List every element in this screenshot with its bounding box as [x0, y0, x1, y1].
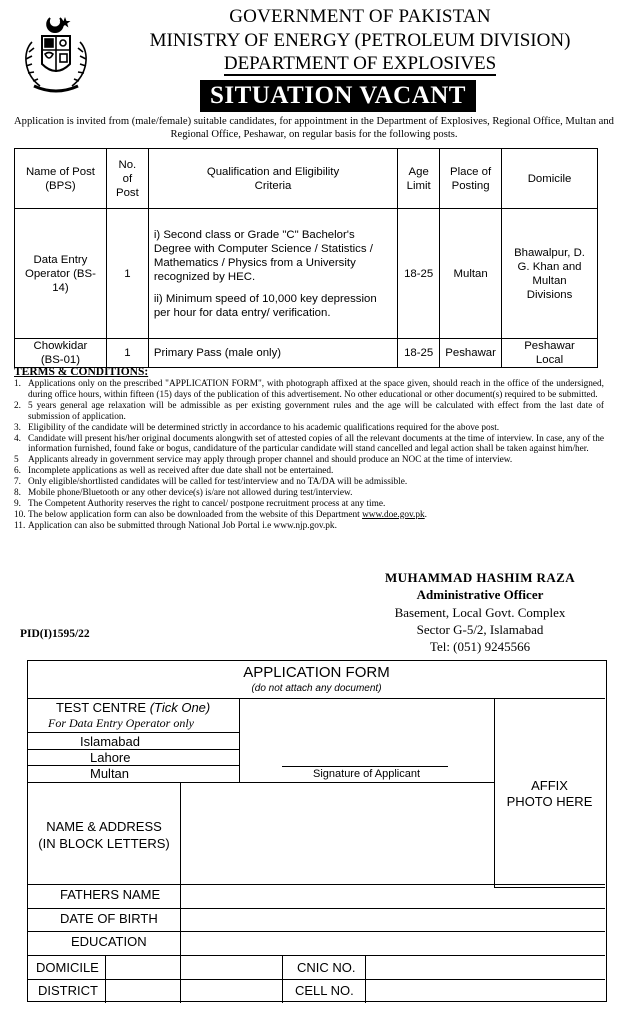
officer-designation: Administrative Officer	[416, 587, 544, 602]
list-item: 3. Eligibility of the candidate will be determined strictly in accordance to his academic qualifications required for the above post.	[14, 422, 500, 433]
list-item: 5 Applicants already in government service may apply through proper channel and should produce an NOC at the time of interview.	[14, 455, 513, 466]
divider	[28, 931, 605, 932]
list-item: 10. The below application form can also be downloaded from the website of this Department www.doe.gov.pk.	[14, 509, 427, 520]
divider	[28, 732, 240, 733]
post-place: Peshawar	[440, 339, 502, 368]
name-address-label: (IN BLOCK LETTERS)	[38, 836, 170, 851]
divider	[28, 698, 605, 699]
date-of-birth-label: DATE OF BIRTH	[60, 911, 158, 926]
post-name: Data Entry Operator (BS-14)	[15, 209, 107, 339]
application-form	[27, 660, 607, 1002]
divider	[28, 908, 605, 909]
signature-line	[282, 766, 448, 767]
list-item: 9. The Competent Authority reserves the right to cancel/ postpone recruitment process at any time.	[14, 498, 386, 509]
centre-option-islamabad[interactable]: Islamabad	[80, 734, 140, 749]
post-name: Chowkidar (BS-01)	[15, 339, 107, 368]
divider	[239, 698, 240, 782]
divider	[28, 782, 494, 783]
fathers-name-label: FATHERS NAME	[60, 887, 161, 902]
header-no-of-post: No. of Post	[106, 149, 148, 209]
list-item: 2. 5 years general age relaxation will be admissible as per existing government rules and the age will be calculated with effect from the last date of submission of application.	[14, 400, 604, 422]
domicile-label: DOMICILE	[36, 960, 99, 975]
list-item: 8. Mobile phone/Bluetooth or any other device(s) is/are not allowed during test/interview.	[14, 488, 353, 499]
officer-address-line1: Basement, Local Govt. Complex	[394, 605, 566, 620]
officer-name: MUHAMMAD HASHIM RAZA	[385, 570, 575, 585]
list-item: 7. Only eligible/shortlisted candidates will be called for test/interview and no TA/DA will be admissible.	[14, 477, 408, 488]
intro-paragraph: Application is invited from (male/female) suitable candidates, for appointment in the Department of Explosives, Regional Office, Multan and Regional Office, Peshawar, on regular basis for the following posts.	[14, 116, 614, 140]
post-place: Multan	[440, 209, 502, 339]
divider	[28, 955, 605, 956]
list-item: 11. Application can also be submitted through National Job Portal i.e www.njp.gov.pk.	[14, 520, 337, 531]
terms-list	[14, 379, 604, 532]
situation-vacant-banner: SITUATION VACANT	[200, 80, 476, 112]
header-name-of-post: Name of Post (BPS)	[15, 149, 107, 209]
list-item: 4. Candidate will present his/her original documents alongwith set of attested copies of all the relevant documents at the time of interview. In case, any of the information furnished, found fake or bogus, candidature of the particular candidate will stand cancelled and legal action shall be taken against him/her.	[14, 433, 604, 455]
cell-label: CELL NO.	[295, 983, 354, 998]
name-address-label: NAME & ADDRESS	[46, 819, 162, 834]
post-qualification: i) Second class or Grade "C" Bachelor's Degree with Computer Science / Statistics / Mathematics / Physics from a University recognized by HEC. ii) Minimum speed of 10,000 key depression per hour for data entry/ verification.	[148, 209, 397, 339]
officer-address-line2: Sector G-5/2, Islamabad	[416, 622, 544, 637]
centre-option-lahore[interactable]: Lahore	[90, 750, 131, 765]
department-website-link[interactable]: www.doe.gov.pk	[362, 509, 425, 520]
pid-number: PID(I)1595/22	[20, 628, 90, 640]
header-place-of-posting: Place of Posting	[440, 149, 502, 209]
government-heading: GOVERNMENT OF PAKISTAN	[229, 6, 491, 27]
divider	[180, 782, 181, 1003]
header-qualification: Qualification and Eligibility Criteria	[148, 149, 397, 209]
form-subtitle: (do not attach any document)	[251, 683, 382, 694]
test-centre-note: For Data Entry Operator only	[48, 716, 194, 730]
ministry-heading: MINISTRY OF ENERGY (PETROLEUM DIVISION)	[149, 30, 571, 51]
table-row	[15, 339, 598, 368]
terms-title: TERMS & CONDITIONS:	[14, 366, 149, 378]
post-age-limit: 18-25	[398, 339, 440, 368]
header-domicile: Domicile	[502, 149, 598, 209]
header-age-limit: Age Limit	[398, 149, 440, 209]
post-qualification: Primary Pass (male only)	[148, 339, 397, 368]
post-age-limit: 18-25	[398, 209, 440, 339]
signature-label: Signature of Applicant	[313, 768, 421, 780]
divider	[494, 887, 605, 888]
officer-telephone: Tel: (051) 9245566	[429, 639, 531, 654]
education-label: EDUCATION	[71, 934, 147, 949]
divider	[28, 979, 605, 980]
divider	[28, 884, 605, 885]
post-domicile: Bhawalpur, D. G. Khan and Multan Divisions	[502, 209, 598, 339]
test-centre-label: TEST CENTRE (Tick One)	[56, 700, 211, 715]
photo-label: AFFIX	[531, 778, 568, 793]
divider	[28, 749, 240, 750]
cnic-label: CNIC NO.	[297, 960, 356, 975]
district-label: DISTRICT	[38, 983, 98, 998]
post-domicile: Peshawar Local	[502, 339, 598, 368]
photo-label: PHOTO HERE	[506, 794, 593, 809]
list-item: 6. Incomplete applications as well as received after due date shall not be entertained.	[14, 466, 334, 477]
post-count: 1	[106, 209, 148, 339]
form-title: APPLICATION FORM	[243, 664, 390, 681]
pakistan-state-emblem-icon	[20, 12, 92, 94]
posts-table	[14, 148, 598, 368]
department-heading: DEPARTMENT OF EXPLOSIVES	[223, 53, 497, 74]
centre-option-multan[interactable]: Multan	[90, 766, 130, 781]
post-count: 1	[106, 339, 148, 368]
posts-table-header	[15, 149, 598, 209]
table-row	[15, 209, 598, 339]
list-item: 1. Applications only on the prescribed "APPLICATION FORM", with photograph affixed at the space given, should reach in the office of the undersigned, during office hours, within fifteen (15) days of the publication of this advertisement. No other educational or other document(s) required to be submitted.	[14, 379, 604, 400]
divider	[28, 765, 240, 766]
